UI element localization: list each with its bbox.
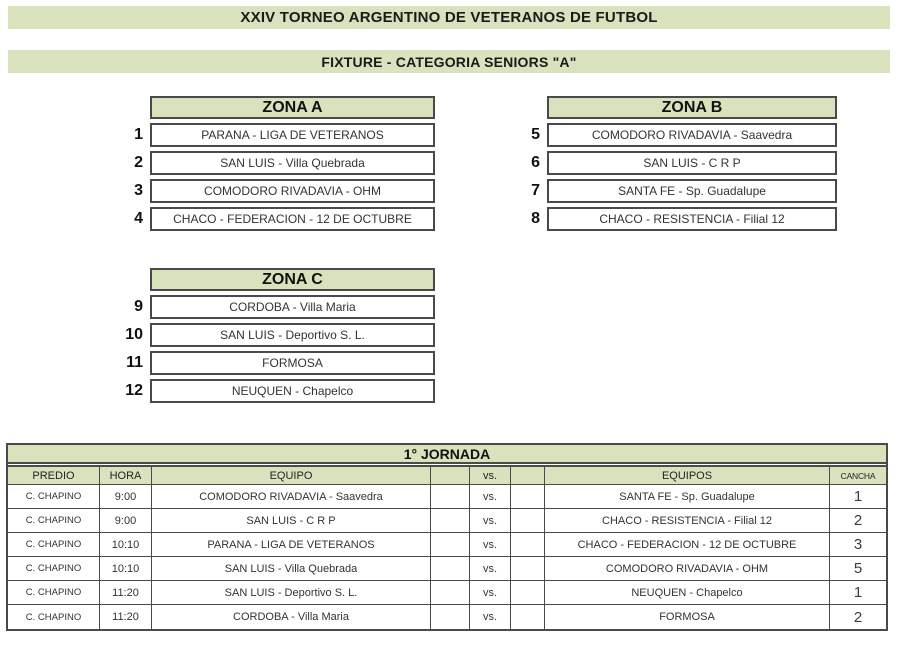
predio-cell: C. CHAPINO [8,485,100,509]
team-number: 10 [125,326,143,343]
away-team-cell: FORMOSA [545,605,830,629]
vs-cell: vs. [470,485,511,509]
team-row [112,379,435,403]
team-name: COMODORO RIVADAVIA - Saavedra [547,123,837,147]
team-number: 7 [531,182,540,199]
column-header-vs: vs. [470,467,511,485]
predio-cell: C. CHAPINO [8,581,100,605]
team-number: 3 [134,182,143,199]
hora-cell: 11:20 [100,605,152,629]
team-row [509,207,837,231]
jornada-title: 1° JORNADA [8,445,886,464]
team-row [112,207,435,231]
team-number: 6 [531,154,540,171]
team-row [112,179,435,203]
hora-cell: 10:10 [100,533,152,557]
hora-cell: 9:00 [100,485,152,509]
home-team-cell: SAN LUIS - Villa Quebrada [152,557,431,581]
team-row [509,123,837,147]
jornada-table [6,443,888,631]
away-team-cell: SANTA FE - Sp. Guadalupe [545,485,830,509]
blank-cell [431,581,470,605]
team-number: 4 [134,210,143,227]
zone-c-title: ZONA C [150,268,435,291]
predio-cell: C. CHAPINO [8,605,100,629]
blank-cell [511,509,545,533]
team-name: FORMOSA [150,351,435,375]
column-header-predio: PREDIO [8,467,100,485]
team-name: SAN LUIS - Deportivo S. L. [150,323,435,347]
jornada-grid [8,467,886,629]
team-row [112,123,435,147]
team-name: SAN LUIS - Villa Quebrada [150,151,435,175]
blank-cell [511,581,545,605]
predio-cell: C. CHAPINO [8,557,100,581]
zone-b-table [509,96,837,231]
away-team-cell: CHACO - FEDERACION - 12 DE OCTUBRE [545,533,830,557]
blank-cell [511,485,545,509]
cancha-cell: 1 [830,581,886,605]
team-number: 12 [125,382,143,399]
team-number: 11 [126,354,143,371]
blank-cell [431,605,470,629]
blank-cell [431,557,470,581]
zone-b-title: ZONA B [547,96,837,119]
blank-cell [511,605,545,629]
predio-cell: C. CHAPINO [8,533,100,557]
column-header-equipo: EQUIPO [152,467,431,485]
cancha-cell: 3 [830,533,886,557]
team-row [509,151,837,175]
team-number: 9 [134,298,143,315]
hora-cell: 9:00 [100,509,152,533]
vs-cell: vs. [470,557,511,581]
team-name: CHACO - FEDERACION - 12 DE OCTUBRE [150,207,435,231]
predio-cell: C. CHAPINO [8,509,100,533]
blank-cell [511,557,545,581]
zone-number-spacer [112,268,150,291]
tournament-title: XXIV TORNEO ARGENTINO DE VETERANOS DE FUTBOL [8,6,890,29]
away-team-cell: COMODORO RIVADAVIA - OHM [545,557,830,581]
zone-a-table [112,96,435,231]
hora-cell: 11:20 [100,581,152,605]
cancha-cell: 1 [830,485,886,509]
zone-a-header-row [112,96,435,119]
team-name: SANTA FE - Sp. Guadalupe [547,179,837,203]
zone-c-header-row [112,268,435,291]
vs-cell: vs. [470,533,511,557]
vs-cell: vs. [470,605,511,629]
hora-cell: 10:10 [100,557,152,581]
team-name: CORDOBA - Villa Maria [150,295,435,319]
team-number: 5 [531,126,540,143]
blank-cell [431,509,470,533]
blank-cell [431,533,470,557]
team-name: PARANA - LIGA DE VETERANOS [150,123,435,147]
team-row [112,323,435,347]
team-name: COMODORO RIVADAVIA - OHM [150,179,435,203]
column-header-cancha: CANCHA [830,467,886,485]
zone-number-spacer [509,96,547,119]
vs-cell: vs. [470,581,511,605]
home-team-cell: COMODORO RIVADAVIA - Saavedra [152,485,431,509]
zone-b-header-row [509,96,837,119]
team-number: 8 [531,210,540,227]
fixture-subtitle: FIXTURE - CATEGORIA SENIORS "A" [8,50,890,73]
zone-c-table [112,268,435,403]
team-row [509,179,837,203]
blank-cell [511,533,545,557]
cancha-cell: 2 [830,509,886,533]
vs-cell: vs. [470,509,511,533]
team-row [112,351,435,375]
team-name: NEUQUEN - Chapelco [150,379,435,403]
column-header-equipos: EQUIPOS [545,467,830,485]
column-header-blank1 [431,467,470,485]
zone-number-spacer [112,96,150,119]
home-team-cell: PARANA - LIGA DE VETERANOS [152,533,431,557]
team-row [112,151,435,175]
team-row [112,295,435,319]
team-number: 1 [134,126,143,143]
zone-a-title: ZONA A [150,96,435,119]
away-team-cell: NEUQUEN - Chapelco [545,581,830,605]
team-name: SAN LUIS - C R P [547,151,837,175]
cancha-cell: 5 [830,557,886,581]
home-team-cell: SAN LUIS - Deportivo S. L. [152,581,431,605]
blank-cell [431,485,470,509]
away-team-cell: CHACO - RESISTENCIA - Filial 12 [545,509,830,533]
column-header-hora: HORA [100,467,152,485]
home-team-cell: SAN LUIS - C R P [152,509,431,533]
home-team-cell: CORDOBA - Villa Maria [152,605,431,629]
column-header-blank2 [511,467,545,485]
team-number: 2 [134,154,143,171]
team-name: CHACO - RESISTENCIA - Filial 12 [547,207,837,231]
cancha-cell: 2 [853,608,863,626]
